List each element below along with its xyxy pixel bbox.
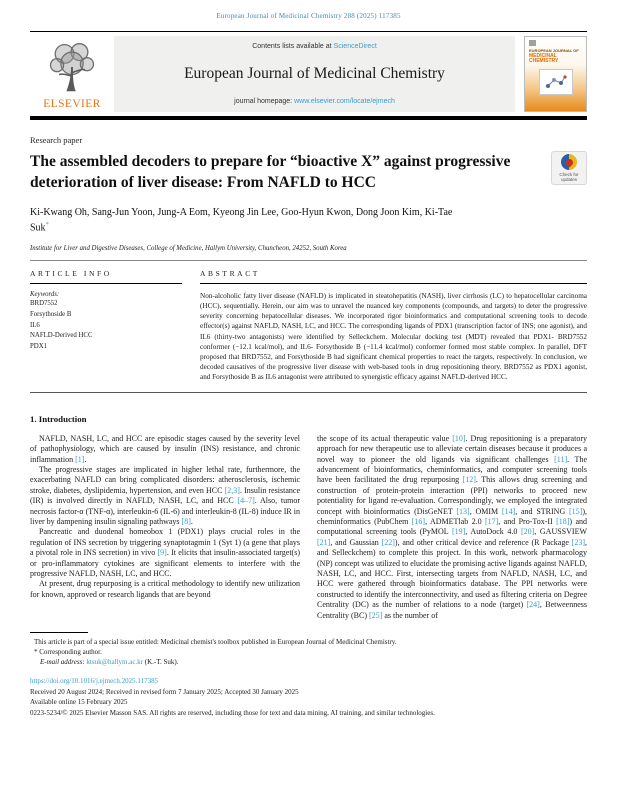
keyword: IL6 — [30, 321, 40, 329]
masthead-bottom-bar — [30, 116, 587, 120]
abstract-heading: ABSTRACT — [200, 268, 260, 278]
received-dates: Received 20 August 2024; Received in revised form 7 January 2025; Accepted 30 January 2025 — [30, 687, 299, 696]
citation-link[interactable]: [16] — [411, 516, 426, 526]
check-for-updates-badge[interactable] — [551, 151, 587, 185]
citation-link[interactable]: [8] — [181, 516, 191, 526]
divider — [200, 283, 587, 284]
journal-cover-thumbnail — [524, 36, 587, 112]
email-line: E-mail address: ktsuk@hallym.ac.kr (K.-T. Suk). — [40, 658, 179, 666]
citation-link[interactable]: [20] — [520, 527, 535, 537]
abstract-text: Non-alcoholic fatty liver disease (NAFLD) is implicated in steatohepatitis (NASH), liver cirrhosis (LC) to hepatocellular carcinoma (HCC), sequentially. Herein, our aim was to unravel the nuanced key components (compounds, and targets) to deter the progressive severity concerning hepatocellular diseases. We incorporated rigor bioinformatics and computational screening tools to decode effector(s) against NAFLD, NASH, LC, and HCC. The corresponding ligands of PDX1 (transcription factor of INS; one agonist), and IL6 (thirty-two antagonists) were identified by Selleckchem. Molecular docking test (MDT) revealed that PDX1- BRD7552 conformer (−12.1 kcal/mol), and IL6- Forsythoside B (−11.4 kcal/mol) conformer formed most stable complex. In parallel, DFT proposed that BRD7552, and Forsythoside B had significant chemical properties to react the targets, respectively. In conclusion, we decoded causatives of the progressive liver disease with web-based tools in drug repositioning theory. BRD7552 as PDX1 agonist, and Forsythoside B as IL6 antagonist were attributed to synergistic efficacy against NAFLD-derived HCC. — [200, 291, 587, 382]
paragraph: NAFLD, NASH, LC, and HCC are episodic stages caused by the severity level of pathophysiology, which are caused by insulin (INS) resistance, and chronic inflammation [1]. — [30, 433, 300, 464]
contents-line: Contents lists available at ScienceDirect — [252, 43, 377, 50]
keyword: NAFLD-Derived HCC — [30, 332, 93, 340]
citation-link[interactable]: [10] — [452, 433, 466, 443]
citation-link[interactable]: [25] — [369, 610, 383, 620]
citation-link[interactable]: [23] — [571, 537, 585, 547]
copyright-line: 0223-5234/© 2025 Elsevier Masson SAS. All rights are reserved, including those for text and data mining, AI training, and similar technologies. — [30, 708, 435, 717]
footnotes — [30, 637, 587, 667]
paragraph: At present, drug repurposing is a critical methodology to identify new utilization for known, approved or research ligands that are beyond — [30, 579, 300, 599]
email-link[interactable]: ktsuk@hallym.ac.kr — [86, 658, 144, 666]
paragraph: Pancreatic and duodenal homeobox 1 (PDX1) plays crucial roles in the regulation of INS secretion by triggering synaptotagmin 1 (Syt 1) (a gene that plays a pivotal role in INS secretion) in vivo [9]. It elicits that insulin-associated target(s) or pro-inflammatory cytokines are significant elements to interfere with the progressive NAFLD, NASH, LC, and HCC. — [30, 527, 300, 578]
body-columns — [30, 434, 587, 621]
article-type-label: Research paper — [30, 135, 83, 145]
section-heading-introduction: 1. Introduction — [30, 413, 87, 424]
citation-link[interactable]: [2,3] — [224, 485, 240, 495]
citation-link[interactable]: [4–7] — [237, 496, 255, 506]
affiliation: Institute for Liver and Digestive Diseases, College of Medicine, Hallym University, Chuncheon, 24252, South Korea — [30, 244, 347, 252]
cover-series-text: EUROPEAN JOURNAL OF — [529, 48, 579, 53]
footnote-divider — [30, 632, 88, 633]
divider — [30, 260, 587, 261]
citation-link[interactable]: [17] — [484, 516, 499, 526]
citation-link[interactable]: [18] — [556, 516, 570, 526]
special-issue-note: This article is part of a special issue entitled: Medicinal chemist's toolbox published in European Journal of Medicinal Chemistry. — [34, 638, 397, 646]
running-head: European Journal of Medicinal Chemistry 288 (2025) 117385 — [216, 12, 401, 20]
paragraph: The progressive stages are implicated in higher lethal rate, furthermore, the exacerbating NAFLD can bring complicated disorders: atherosclerosis, ischemic stroke, diabetes, dyslipidemia, hypertension, and even HCC [2,3]. Insulin resistance (IR) is involved directly in NAFLD, NASH, LC, and HCC [4–7]. Also, tumor necrosis factor-α (TNF-α), interleukin-6 (IL-6) and interleukin-8 (IL-8) induce IR in liver by dampening insulin signaling pathways [8]. — [30, 464, 301, 526]
doi-link[interactable]: https://doi.org/10.1016/j.ejmech.2025.117385 — [30, 677, 159, 685]
top-divider — [30, 31, 587, 32]
homepage-line: journal homepage: www.elsevier.com/locate/ejmech — [234, 98, 395, 105]
cover-publisher-mark — [529, 40, 536, 46]
cover-title-text: MEDICINAL CHEMISTRY — [529, 52, 559, 64]
citation-link[interactable]: [9] — [157, 548, 167, 558]
journal-homepage-link[interactable]: www.elsevier.com/locate/ejmech — [294, 98, 395, 105]
corresponding-author-marker: * — [45, 220, 49, 228]
citation-link[interactable]: [13] — [456, 506, 470, 516]
elsevier-tree-icon — [44, 39, 100, 100]
sciencedirect-link[interactable]: ScienceDirect — [333, 43, 377, 50]
masthead — [30, 36, 587, 112]
citation-link[interactable]: [22] — [381, 537, 395, 547]
crossmark-icon — [561, 154, 577, 170]
citation-link[interactable]: [15] — [569, 506, 583, 516]
elsevier-logo — [30, 36, 114, 112]
citation-link[interactable]: [24] — [526, 600, 540, 610]
corresponding-author-note: * Corresponding author. — [34, 648, 102, 656]
cover-molecule-image — [539, 69, 573, 95]
citation-link[interactable]: [21] — [317, 537, 331, 547]
citation-link[interactable]: [14] — [501, 506, 516, 516]
right-column — [317, 434, 587, 621]
keyword: Forsythoside B — [30, 310, 72, 318]
elsevier-wordmark: ELSEVIER — [43, 98, 101, 110]
article-info-heading: ARTICLE INFO — [30, 268, 112, 278]
citation-link[interactable]: [19] — [451, 527, 466, 537]
divider — [30, 392, 587, 393]
keyword: BRD7552 — [30, 299, 58, 307]
paragraph: the scope of its actual therapeutic value [10]. Drug repositioning is a preparatory approach for new therapeutic use to alleviate certain diseases because it produces a novel way to pioneer the old ligands via significant challenges [11]. The advancement of bioinformatics, cheminformatics, and computer screening tools have been facilitated the drug repurposing [12]. This allows drug screening and construction of protein-protein interaction (PPI) networks to proceed new potentiality for ligand re-evaluation. Correspondingly, we employed the integrated concept with bioinformatics (DisGeNET [13], OMIM [14], and STRING [15]), cheminformatics (PubChem [16], ADMETlab 2.0 [17], and Pro-Tox-II [18]) and computational screening tools (PyMOL [19], AutoDock 4.0 [20], GAUSSVIEW [21], and Gaussian [22]), and other critical device and reference (R Package [23], and Selleckchem) to complete this project. In this work, network pharmacology (NP) concept was utilized to elucidate the promising active ligands against NAFLD, NASH, LC, and HCC. First, intersecting targets from NAFLD, NASH, LC, and HCC were gathered through bioinformatics database. The PPI networks were constructed to identify the interconnectivity, and used as filtering criteria on Degree Centrality (DC) as the number of relations to a node (target) [24], Betweenness Centrality (BC) [25] as the number of — [317, 433, 588, 620]
author-list: Ki-Kwang Oh, Sang-Jun Yoon, Jung-A Eom, Kyeong Jin Lee, Goo-Hyun Kwon, Dong Joon Kim, Ki-Tae Suk* — [30, 206, 453, 233]
keywords-label: Keywords: — [30, 290, 60, 298]
abstract-panel — [200, 269, 587, 383]
check-for-updates-label: Check for updates — [559, 172, 579, 182]
article-info-panel — [30, 269, 182, 383]
journal-title: European Journal of Medicinal Chemistry — [184, 65, 445, 82]
citation-link[interactable]: [1] — [75, 454, 85, 464]
left-column — [30, 434, 300, 621]
available-online: Available online 15 February 2025 — [30, 698, 128, 706]
divider — [30, 283, 182, 284]
masthead-center — [114, 36, 515, 112]
keyword: PDX1 — [30, 343, 47, 351]
article-title: The assembled decoders to prepare for “bioactive X” against progressive deterioration of liver disease: From NAFLD to HCC — [30, 153, 511, 191]
citation-link[interactable]: [11] — [554, 454, 568, 464]
footer — [30, 676, 587, 718]
citation-link[interactable]: [12] — [462, 475, 476, 485]
